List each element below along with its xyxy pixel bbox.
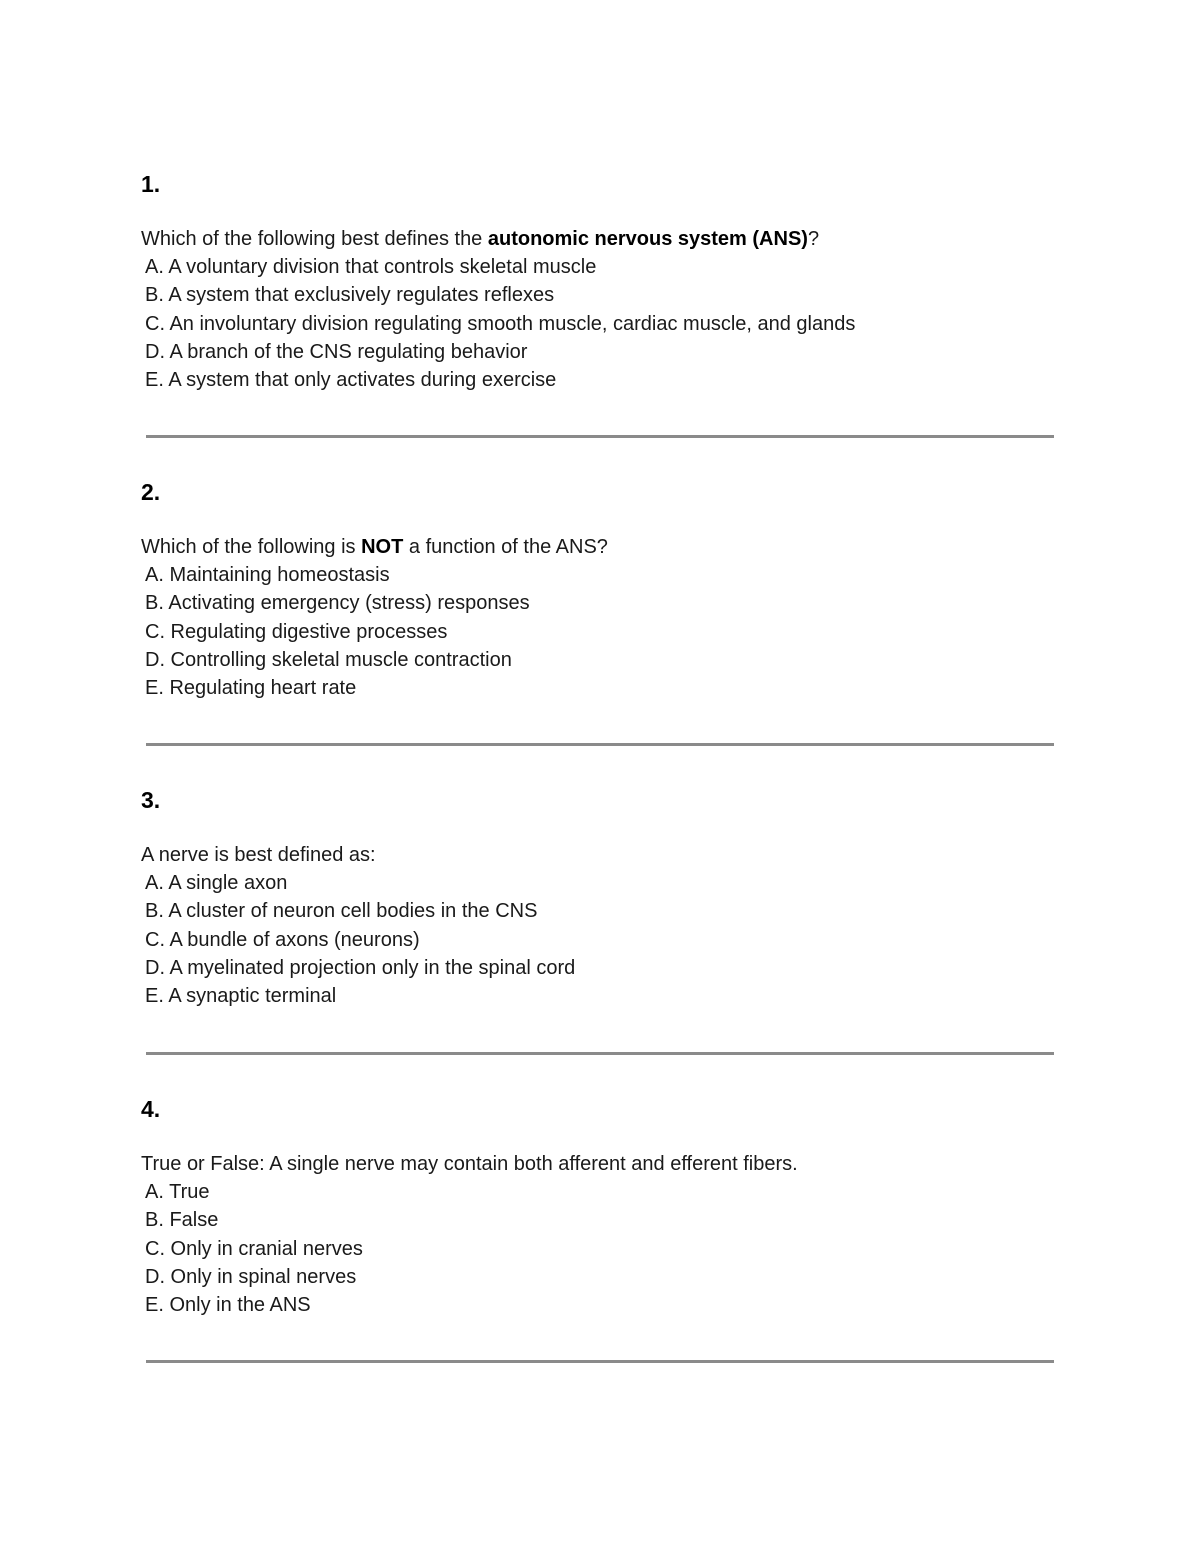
question-2 — [141, 478, 1061, 702]
option-e[interactable]: E. A system that only activates during exercise — [145, 369, 557, 392]
divider-line — [146, 1360, 1054, 1363]
option-e[interactable]: E. Only in the ANS — [145, 1294, 311, 1317]
answer-options — [141, 561, 1061, 702]
stem-text-end: ? — [807, 228, 820, 250]
option-c[interactable]: C. A bundle of axons (neurons) — [145, 928, 420, 951]
option-b[interactable]: B. A cluster of neuron cell bodies in the CNS — [145, 900, 538, 923]
stem-text: Which of the following best defines the — [141, 228, 488, 250]
question-number: 4. — [141, 1096, 161, 1122]
question-4 — [141, 1095, 1061, 1319]
option-c[interactable]: C. Only in cranial nerves — [145, 1237, 363, 1260]
question-number: 2. — [141, 479, 161, 505]
option-b[interactable]: B. A system that exclusively regulates reflexes — [145, 284, 555, 307]
option-d[interactable]: D. Controlling skeletal muscle contraction — [145, 648, 512, 671]
option-b[interactable]: B. False — [145, 1209, 219, 1232]
stem-text: True or False: A single nerve may contain both afferent and efferent fibers. — [141, 1153, 798, 1175]
option-d[interactable]: D. A branch of the CNS regulating behavior — [145, 340, 528, 363]
question-number: 3. — [141, 787, 161, 813]
option-c[interactable]: C. Regulating digestive processes — [145, 620, 448, 643]
option-e[interactable]: E. Regulating heart rate — [145, 677, 357, 700]
option-a[interactable]: A. True — [145, 1181, 210, 1203]
question-stem — [141, 225, 1061, 253]
stem-text-end: a function of the ANS? — [403, 536, 608, 558]
question-1 — [141, 170, 1061, 394]
option-e[interactable]: E. A synaptic terminal — [145, 985, 337, 1008]
question-stem — [141, 533, 1061, 561]
stem-emphasis: autonomic nervous system (ANS) — [487, 228, 808, 250]
divider-line — [146, 743, 1054, 746]
question-3 — [141, 786, 1061, 1010]
option-a[interactable]: A. A voluntary division that controls skeletal muscle — [145, 256, 597, 278]
question-stem — [141, 1150, 1061, 1178]
stem-text: Which of the following is — [141, 536, 362, 558]
answer-options — [141, 1178, 1061, 1319]
divider-line — [146, 1052, 1054, 1055]
divider-line — [146, 435, 1054, 438]
option-a[interactable]: A. Maintaining homeostasis — [145, 564, 390, 586]
option-a[interactable]: A. A single axon — [145, 872, 288, 894]
stem-emphasis: NOT — [361, 536, 404, 558]
answer-options — [141, 253, 1061, 394]
option-b[interactable]: B. Activating emergency (stress) responses — [145, 592, 530, 615]
answer-options — [141, 869, 1061, 1010]
option-d[interactable]: D. Only in spinal nerves — [145, 1265, 357, 1288]
option-d[interactable]: D. A myelinated projection only in the spinal cord — [145, 956, 576, 979]
stem-text: A nerve is best defined as: — [141, 844, 376, 866]
question-number: 1. — [141, 171, 161, 197]
question-stem — [141, 841, 1061, 869]
option-c[interactable]: C. An involuntary division regulating smooth muscle, cardiac muscle, and glands — [145, 312, 856, 335]
